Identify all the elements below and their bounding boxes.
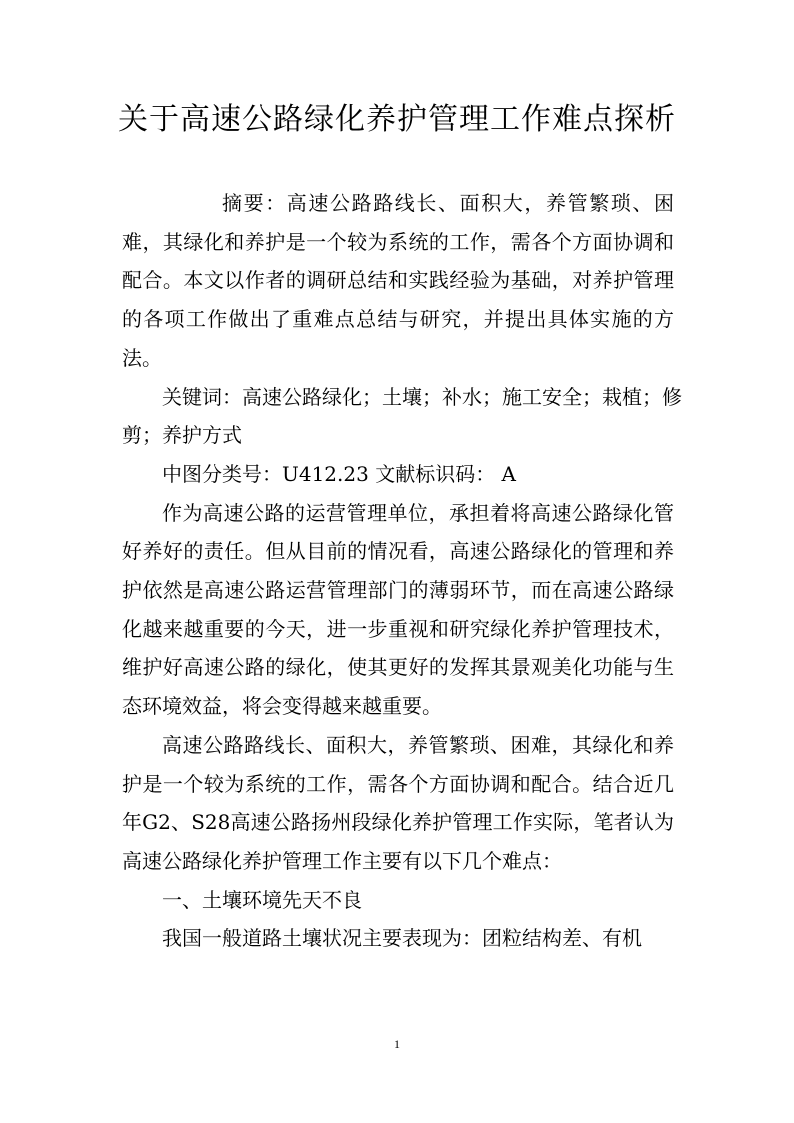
abstract-paragraph: 摘要：高速公路路线长、面积大，养管繁琐、困难，其绿化和养护是一个较为系统的工作，需各个方面协调和配合。本文以作者的调研总结和实践经验为基础，对养护管理的各项工作做出了重难点总结与研究，并提出具体实施的方法。 [122,191,674,370]
body-paragraph-2: 高速公路路线长、面积大，养管繁琐、困难，其绿化和养护是一个较为系统的工作，需各个方面协调和配合。结合近几年G2、S28高速公路扬州段绿化养护管理工作实际，笔者认为高速公路绿化养护管理工作主要有以下几个难点： [122,732,674,873]
body-paragraph-1: 作为高速公路的运营管理单位，承担着将高速公路绿化管好养好的责任。但从目前的情况看，高速公路绿化的管理和养护依然是高速公路运营管理部门的薄弱环节，而在高速公路绿化越来越重要的今天，进一步重视和研究绿化养护管理技术，维护好高速公路的绿化，使其更好的发挥其景观美化功能与生态环境效益，将会变得越来越重要。 [122,500,674,719]
keywords-paragraph: 关键词：高速公路绿化；土壤；补水；施工安全；栽植；修剪；养护方式 [122,384,682,448]
body-paragraph-3: 我国一般道路土壤状况主要表现为：团粒结构差、有机 [162,926,642,951]
page-number: 1 [394,1037,400,1051]
section-heading: 一、土壤环境先天不良 [162,887,362,912]
document-title: 关于高速公路绿化养护管理工作难点探析 [118,102,676,137]
document-body [122,184,682,958]
classification-paragraph: 中图分类号：U412.23 文献标识码： A [162,461,516,486]
